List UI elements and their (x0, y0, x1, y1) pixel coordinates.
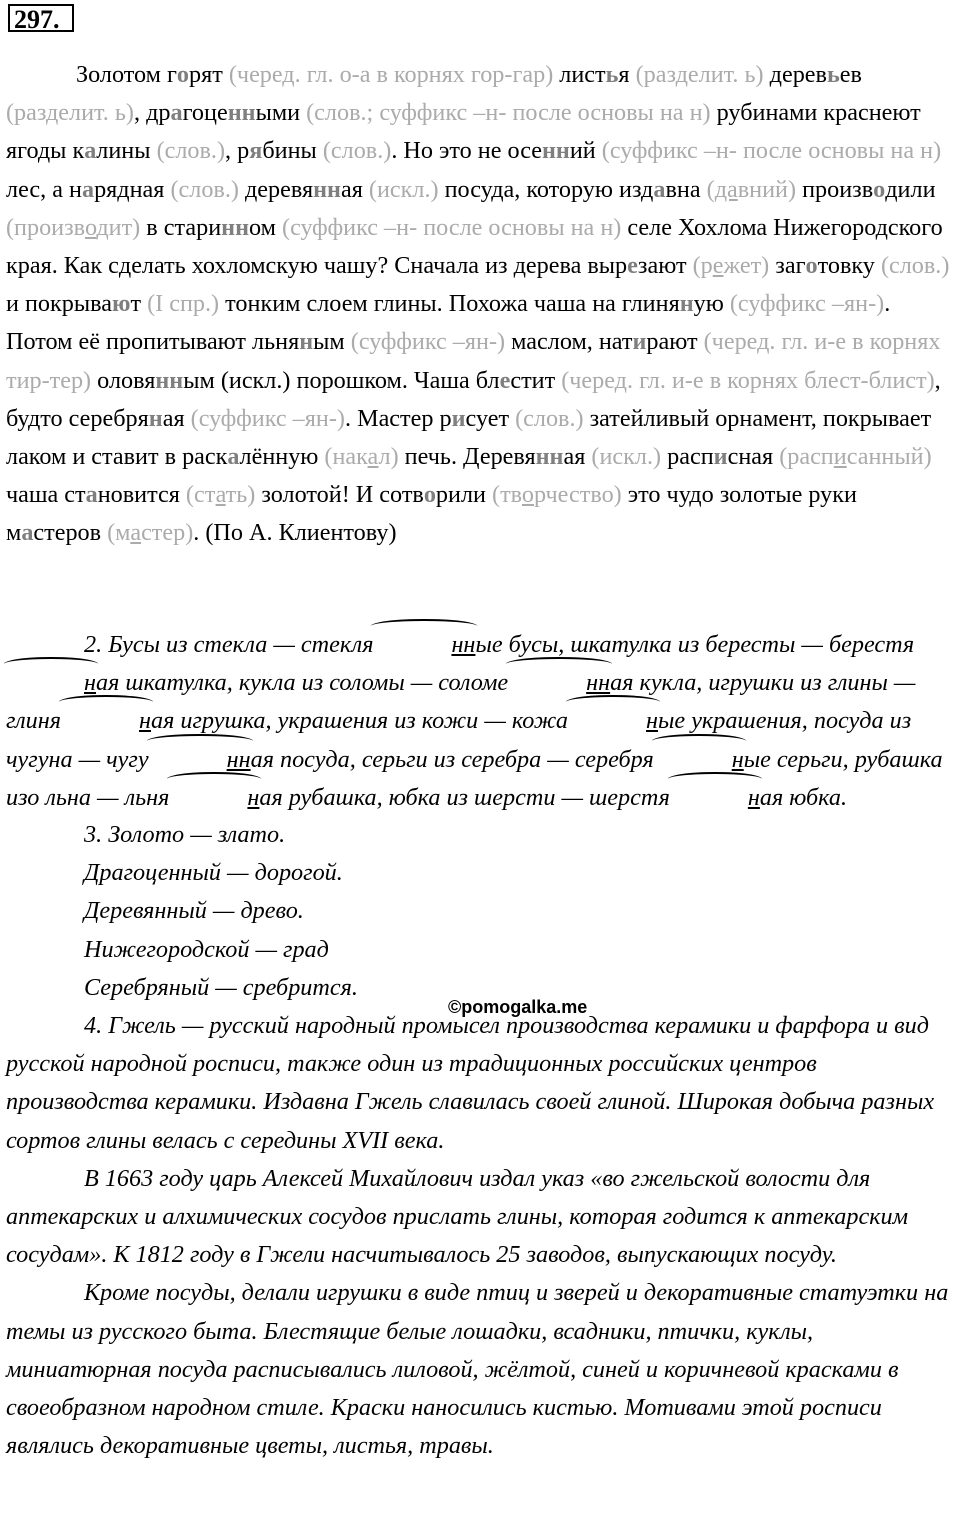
text-run: . Мастер р (344, 404, 452, 432)
suffix-mark: н (169, 779, 259, 817)
text-run: произв (796, 175, 874, 203)
text-run: золотой! И сотв (255, 481, 424, 509)
grammar-comment-underlined: и (833, 443, 847, 471)
grammar-comment: (произв (6, 213, 85, 241)
text-run: бины (262, 137, 323, 165)
paragraph: 4. Гжель — русский народный промысел производства керамики и фарфора и вид русской народной росписи, также один из традиционных российских центров производства керамики. Издавна Гжель славилась своей глиной. Широкая добыча разных сортов глины велась с середины XVII века. (6, 1012, 935, 1154)
grammar-comment: (слов.) (156, 137, 226, 165)
suffix-mark: н (61, 702, 151, 740)
text-run: чаша ст (6, 481, 86, 509)
text-run: ая (340, 175, 369, 203)
spelling-highlight: о (423, 481, 436, 509)
grammar-comment: (м (107, 519, 131, 547)
grammar-comment: стер) (141, 519, 194, 547)
exercise-text (6, 56, 958, 553)
text-run: ым (искл.) порошком. Чаша бл (183, 366, 500, 394)
text-run: ую (693, 290, 730, 318)
text-run: ые серьги, рубашка изо льна — льня (6, 745, 943, 811)
spelling-highlight: а (85, 481, 98, 509)
text-run: расп (661, 443, 714, 471)
grammar-comment-underlined: да (714, 175, 738, 203)
grammar-comment: ть) (225, 481, 256, 509)
text-run: и покрыва (6, 290, 112, 318)
spelling-highlight: е (499, 366, 511, 394)
spelling-highlight: ю (111, 290, 131, 318)
spelling-highlight: нн (155, 366, 184, 394)
grammar-comment: (р (692, 252, 713, 280)
text-run: ом (249, 213, 283, 241)
spelling-highlight: а (170, 99, 183, 127)
spelling-highlight: о (176, 61, 189, 88)
grammar-comment: (разделит. ь) (635, 61, 764, 88)
task-4-answer (6, 1007, 958, 1465)
spelling-highlight: я (249, 137, 263, 165)
text-run: сная (727, 443, 780, 471)
text-run: Золотом г (76, 61, 177, 88)
word-pair: Нижегородской — град (84, 935, 329, 963)
grammar-comment: (суффикс –ян-) (729, 290, 885, 318)
grammar-comment-underlined: е (712, 252, 724, 280)
text-run: ая юбка. (759, 783, 848, 811)
spelling-highlight: нн (535, 443, 564, 471)
suffix-mark: н (6, 664, 96, 702)
spelling-highlight: а (653, 175, 666, 203)
grammar-comment: л) (378, 443, 399, 471)
text-run: рят (189, 61, 229, 88)
task-3-answer (6, 816, 958, 1007)
text-run: рядная (94, 175, 171, 203)
spelling-highlight: о (873, 175, 886, 203)
word-pair: Серебряный — сребрится. (84, 973, 358, 1001)
grammar-comment: жет) (723, 252, 770, 280)
spelling-highlight: н (148, 404, 163, 432)
text-run: деревя (238, 175, 314, 203)
paragraph: В 1663 году царь Алексей Михайлович издал указ «во гжельской волости для аптекарских и алхимических сосудов прислать глины, которая годится к аптекарским сосудам». К 1812 году в Гжели насчитывалось 25 заводов, выпускающих посуду. (6, 1164, 909, 1269)
word-pair: Драгоценный — дорогой. (84, 859, 343, 887)
grammar-comment: (ст (185, 481, 216, 509)
text-run: тонким слоем глины. Похожа чаша на глиня (219, 290, 680, 318)
exercise-number: 297. (8, 4, 74, 32)
text-run: оловя (91, 366, 156, 394)
text-run: лес, а н (6, 175, 82, 203)
text-run: ые украшения, посуда из чугуна — чугу (6, 707, 912, 773)
suffix-mark: н (568, 702, 658, 740)
text-run: новится (97, 481, 186, 509)
grammar-comment-underlined: а (130, 519, 142, 547)
spelling-highlight: а (81, 175, 95, 203)
text-run: я (618, 61, 636, 88)
text-run: , др (134, 99, 171, 127)
task-2-answer (6, 626, 958, 817)
grammar-comment-underlined: а (367, 443, 379, 471)
text-run: ая рубашка, юбка из шерсти — шерстя (259, 783, 670, 811)
text-run: маслом, нат (505, 328, 633, 356)
spelling-highlight: ь (605, 61, 619, 88)
text-run: ая (563, 443, 592, 471)
spelling-highlight: а (84, 137, 97, 165)
text-run: стит (510, 366, 562, 394)
grammar-comment: (суффикс –н- после основы на н) (601, 137, 942, 165)
text-run: ыми (255, 99, 307, 127)
suffix-mark: нн (149, 741, 251, 779)
spelling-highlight: ь (826, 61, 840, 88)
suffix-mark: н (670, 779, 760, 817)
text-run: ая посуда, серьги из серебра — серебря (250, 745, 654, 773)
grammar-comment: рчество) (534, 481, 622, 509)
text-run: ая игрушка, украшения из кожи — кожа (151, 707, 569, 735)
text-run: затейливый орнамент, покрывает лаком и ставит в раск (6, 404, 932, 471)
grammar-comment: дит) (96, 213, 141, 241)
text-run: в стари (140, 213, 222, 241)
spelling-highlight: н (299, 328, 314, 356)
text-run: . Потом её пропитывают льня (6, 290, 891, 356)
text-run: ые бусы, шкатулка из бересты — берестя (475, 631, 915, 658)
spelling-highlight: и (451, 404, 466, 432)
suffix-mark: нн (508, 664, 610, 702)
text-run: ий (569, 137, 602, 165)
grammar-comment: (суффикс –н- после основы на н) (282, 213, 622, 241)
grammar-comment: (слов.; суффикс –н- после основы на н) (306, 99, 711, 127)
grammar-comment: (черед. гл. и-е в корнях тир-тер) (6, 328, 941, 394)
text-run: селе Хохлома Нижегородского края. Как сделать хохломскую чашу? Сначала из дерева выр (6, 213, 943, 280)
spelling-highlight: а (21, 519, 34, 547)
grammar-comment: (искл.) (368, 175, 439, 203)
text-run: дерев (763, 61, 827, 88)
text-run: лины (96, 137, 157, 165)
spelling-highlight: и (713, 443, 728, 471)
grammar-comment: вний) (737, 175, 797, 203)
spelling-highlight: нн (227, 99, 256, 127)
grammar-comment: (черед. гл. о-а в корнях гор-гар) (228, 61, 554, 88)
text-run: товку (817, 252, 881, 280)
text-run: рают (646, 328, 704, 356)
grammar-comment: (разделит. ь) (6, 99, 134, 127)
text-run: посуда, которую изд (438, 175, 654, 203)
text-run: вна (665, 175, 707, 203)
text-run: рубинами краснеют ягоды к (6, 99, 921, 165)
watermark: ©pomogalka.me (448, 997, 588, 1017)
text-run: 2. Бусы из стекла — стекля (84, 631, 374, 658)
grammar-comment: (расп (779, 443, 834, 471)
grammar-comment: (нак (324, 443, 368, 471)
text-run: ая кукла, игрушки из глины — глиня (6, 669, 916, 735)
text-run: ая шкатулка, кукла из соломы — соломе (96, 669, 509, 697)
spelling-highlight: нн (541, 137, 570, 165)
spelling-highlight: н (679, 290, 694, 318)
text-run: дили (885, 175, 936, 203)
grammar-comment: (черед. гл. и-е в корнях блест-блист) (561, 366, 935, 394)
grammar-comment: санный) (846, 443, 932, 471)
grammar-comment: (искл.) (591, 443, 662, 471)
grammar-comment: (суффикс –ян-) (190, 404, 345, 432)
spelling-highlight: а (227, 443, 240, 471)
grammar-comment: (слов.) (322, 137, 392, 165)
text-run: , р (225, 137, 250, 165)
grammar-comment-underlined: о (84, 213, 97, 241)
suffix-mark: нн (373, 626, 475, 664)
text-run: , будто серебря (6, 366, 941, 432)
text-run: . Но это не осе (391, 137, 542, 165)
spelling-highlight: нн (221, 213, 250, 241)
word-pair: Деревянный — древо. (84, 897, 304, 925)
grammar-comment: (слов.) (880, 252, 950, 280)
text-run: заг (769, 252, 806, 280)
text-run: стеров (33, 519, 108, 547)
grammar-comment: (слов.) (170, 175, 239, 203)
text-run: печь. Деревя (398, 443, 536, 471)
grammar-comment-underlined: а (215, 481, 226, 509)
text-run: гоце (182, 99, 228, 127)
grammar-comment-underlined: о (521, 481, 535, 509)
text-run: ая (162, 404, 191, 432)
paragraph: Кроме посуды, делали игрушки в виде птиц и зверей и декоративные статуэтки на темы из русского быта. Блестящие белые лошадки, всадники, птички, куклы, миниатюрная посуда расписывались лиловой, жёлтой, синей и коричневой красками в своеобразном народном стиле. Краски наносились кистью. Мотивами этой росписи являлись декоративные цветы, листья, травы. (6, 1279, 949, 1460)
text-run: зают (637, 252, 693, 280)
text-run: лённую (239, 443, 325, 471)
text-run: это чудо золотые руки м (6, 481, 857, 547)
suffix-mark: н (654, 741, 744, 779)
text-run: лист (553, 61, 606, 88)
grammar-comment: (слов.) (515, 404, 584, 432)
grammar-comment: (тв (492, 481, 522, 509)
text-run: рили (435, 481, 493, 509)
spelling-highlight: о (805, 252, 818, 280)
text-run: ым (313, 328, 351, 356)
spelling-highlight: и (632, 328, 647, 356)
text-run: . (По А. Клиентову) (193, 519, 397, 547)
grammar-comment: ( (706, 175, 715, 203)
text-run: ев (839, 61, 862, 88)
grammar-comment: (I спр.) (147, 290, 220, 318)
word-pair: 3. Золото — злато. (84, 821, 286, 848)
spelling-highlight: нн (313, 175, 341, 203)
text-run: т (130, 290, 148, 318)
spelling-highlight: е (627, 252, 638, 280)
text-run: сует (465, 404, 516, 432)
grammar-comment: (суффикс –ян-) (350, 328, 506, 356)
